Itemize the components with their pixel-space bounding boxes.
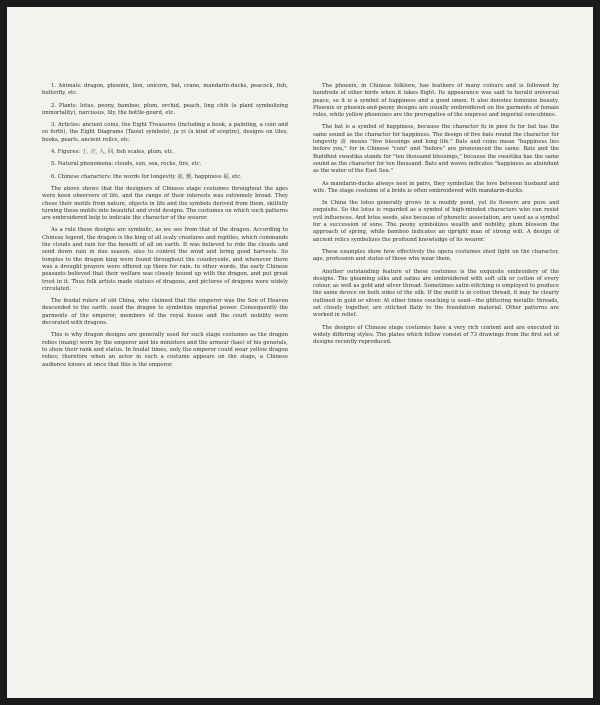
paragraph-bat: The bat is a symbol of happiness, because the character fu in pien fu for bat has the same sound as the character for happiness. The design of five bats round the character for longevity 壽 means "five blessings and long life." Bats and coins mean "happiness lies before you," for in Chinese "coin" and "before" are pronounced the same. Bats and the Buddhist swastika stands for "ten thousand blessings," because the swastika has the same sound as the character for ten thousand. Bats and waves indicates "happiness as abundant as the water of the East Sea." <box>313 124 559 175</box>
document-page <box>7 7 593 698</box>
list-item-animals: 1. Animals: dragon, phoenix, lion, unicorn, bat, crane, mandarin-ducks, peacock, fish, butterfly, etc. <box>42 83 288 97</box>
paragraph-examples: These examples show how effectively the opera costumes shed light on the character, age, profession and status of those who wear them. <box>313 248 559 263</box>
list-item-articles: 3. Articles: ancient coins, the Eight Treasures (including a book, a painting, a coin and so forth), the Eight Diagrams (Taoist symbols), ju yi (a kind of sceptre), designs on tiles, books, pearls, ancient relics, etc. <box>42 122 288 143</box>
paragraph-mandarin-ducks: As mandarin-ducks always nest in pairs, they symbolize the love between husband and wife. The stage costume of a bride is often embroidered with mandarin-ducks. <box>313 180 559 194</box>
list-item-figures: 4. Figures: 丁, 卍, 人, 回, fish scales, plum, etc. <box>51 149 175 156</box>
list-item-natural-phenomena: 5. Natural phenomena: clouds, sun, sea, rocks, fire, etc. <box>51 161 202 168</box>
paragraph-phoenix: The phoenix, in Chinese folklore, has feathers of many colours and is followed by hundreds of other birds when it takes flight. Its appearance was said to herald universal peace, so it is a symbol of happiness and a good omen. It also denotes feminine beauty. Phoenix or phoenix-and-peony designs are usually embroidered on the garments of female roles, while yellow phoenixes are the prerogative of the empress and imperial concubines. <box>313 83 559 119</box>
paragraph-feudal-rulers: The feudal rulers of old China, who claimed that the emperor was the Son of Heaven descended to the earth, used the dragon to symbolize imperial power. Consequently the garments of the emperor, members of the royal house and the court nobility were decorated with dragons. <box>42 298 288 327</box>
left-column <box>42 83 288 374</box>
right-column <box>313 83 559 352</box>
list-item-plants: 2. Plants: lotus, peony, bamboo, plum, orchid, peach, ling chih (a plant symbolizing immortality), narcissus, lily, the bottle-gourd, etc. <box>42 102 288 116</box>
paragraph-lotus: In China the lotus generally grows in a muddy pond, yet its flowers are pure and exquisite. So the lotus is regarded as a symbol of high-minded characters who can resist evil influences. And lotus seeds, also because of phonetic association, are used as a symbol for a succession of sons. The peony symbolizes wealth and nobility, plum blossom the approach of spring, while bamboo indicates an upright man of strong will. A design of ancient relics symbolizes the profound knowledge of its wearer. <box>313 200 559 243</box>
paragraph-designers: The above shows that the designers of Chinese stage costumes throughout the ages were keen observers of life, and the range of their interests was extremely broad. They chose their motifs from nature, objects in life and the symbols derived from them, skilfully turning these motifs into beautiful and vivid designs. The costumes on which such patterns are embroidered help to indicate the character of the wearer. <box>42 185 288 222</box>
paragraph-dragon-legend: As a rule these designs are symbolic, as we see from that of the dragon. According to Chinese legend, the dragon is the king of all scaly creatures and reptiles, which commands the clouds and rain for the benefit of all on earth. It was believed to ride the clouds and send down rain in due season, also to control the wind and bring good harvests. So temples to the dragon king were found throughout the countryside, and whenever there was a drought prayers were offered up there for rain. In other words, the early Chinese peasants believed that their welfare was closely bound up with the dragon, and put great trust in it. Thus folk artists made statues of dragons, and pictures of dragons were widely circulated. <box>42 227 288 292</box>
paragraph-dragon-robes: This is why dragon designs are generally used for such stage costumes as the dragon robes (mang) worn by the emperor and his ministers and the armour (kao) of his generals, to show their rank and status. In feudal times, only the emperor could wear yellow dragon robes; therefore when an actor in such a costume appears on the stage, a Chinese audience knows at once that this is the emperor. <box>42 332 288 368</box>
list-item-chinese-characters: 6. Chinese characters: the words for longevity 壽, 囍, happiness 福, etc. <box>51 173 242 180</box>
paragraph-designs-content: The designs of Chinese stage costumes have a very rich content and are executed in widely differing styles. The plates which follow consist of 73 drawings from the first set of designs recently reproduced. <box>313 324 559 346</box>
paragraph-embroidery: Another outstanding feature of these costumes is the exquisite embroidery of the designs. The gleaming silks and satins are embroidered with soft silk or cotton of every colour, as well as gold and silver thread. Sometimes satin-stitching is employed to produce the same device on both sides of the silk. If the motif is in cotton thread, it may be clearly outlined in gold or silver. At other times couching is used—the glittering metallic threads, set closely together, are stitched flatly to the foundation material. Other patterns are worked in relief. <box>313 268 559 319</box>
